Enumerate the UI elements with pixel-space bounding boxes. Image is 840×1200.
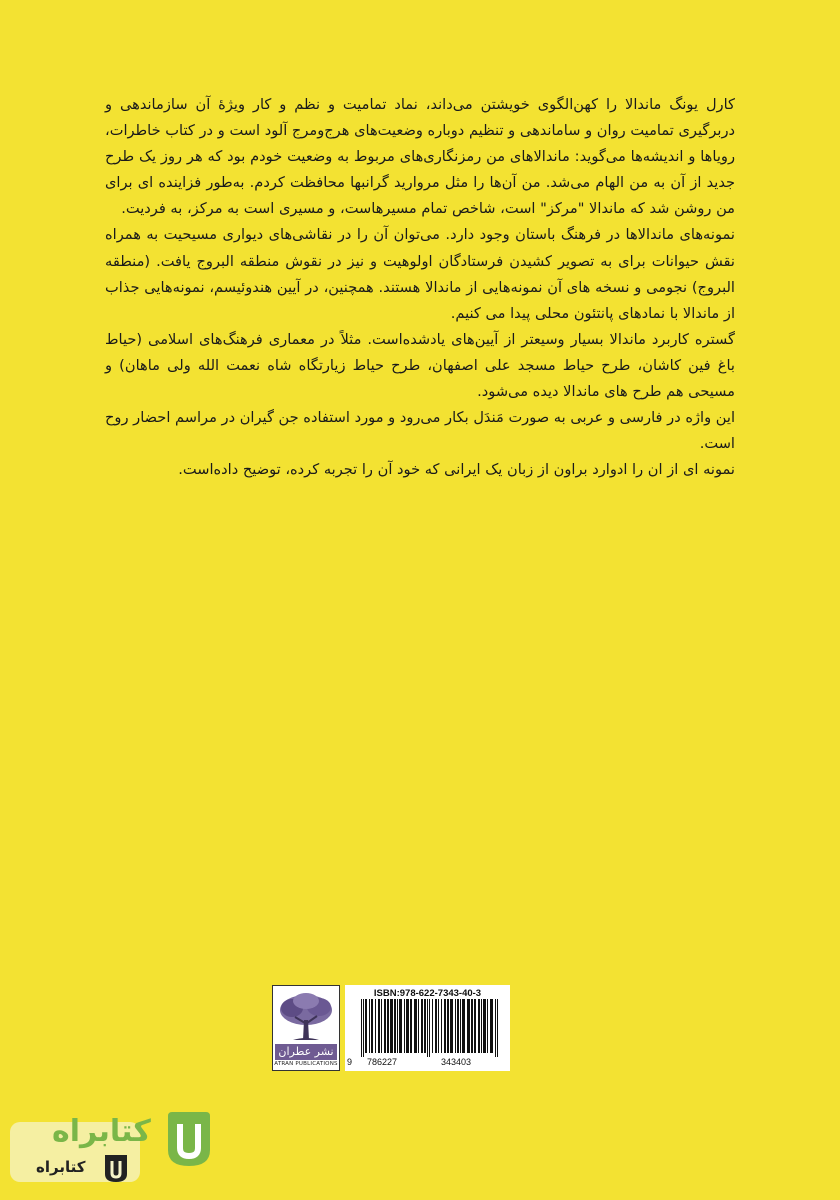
barcode-bar [462, 999, 465, 1053]
paragraph-jung: کارل یونگ ماندالا را کهن‌الگوی خویشتن می‌داند، نماد تمامیت و نظم و کار ویژهٔ آن سازماندهی و دربرگیری تمامیت روان و ساماندهی و تنظیم دوباره وضعیت‌های هرج‌ومرج آلود است و در کتاب خاطرات، رویاها و اندیشه‌ها می‌گوید: ماندالاهای من رمزنگاری‌های مربوط به وضعیت خودم بود که هر روز یک طرح جدید از آن به من الهام می‌شد. من آن‌ها را مثل مروارید گرانبها محافظت کردم. به‌طور فزاینده ای برای من روشن شد که ماندالا "مرکز" است، شاخص تمام مسیرهاست، و مسیری است به مرکز، به فردیت. [105, 96, 735, 218]
watermark-label-small: کتابراه [36, 1158, 86, 1176]
tree-logo-icon [277, 990, 335, 1046]
barcode-bar [363, 999, 364, 1057]
barcode-bar [369, 999, 370, 1053]
barcode-bar [414, 999, 417, 1053]
paragraph-browne: نمونه ای از ان را ادوارد براون از زبان یک ایرانی که خود آن را تجربه کرده، توضیح داده‌است. [178, 461, 735, 479]
barcode-bar [471, 999, 473, 1053]
barcode-bar [378, 999, 380, 1053]
publisher-name: نشر عطران [275, 1044, 337, 1060]
barcode-bar [421, 999, 423, 1053]
back-cover-text [105, 92, 735, 483]
barcode-bar [457, 999, 459, 1053]
isbn-barcode [345, 985, 510, 1071]
barcode-bar [441, 999, 442, 1053]
barcode-bar [474, 999, 476, 1053]
barcode-bar [371, 999, 373, 1053]
barcode-bar [435, 999, 437, 1053]
barcode-bar [410, 999, 412, 1053]
barcode-bar [406, 999, 409, 1053]
barcode-bar [481, 999, 482, 1053]
bookmark-logo-icon [162, 1110, 214, 1168]
publisher-logo [272, 985, 340, 1071]
barcode-bar [460, 999, 461, 1053]
barcode-bar [495, 999, 496, 1057]
barcode-bar [394, 999, 396, 1053]
paragraph-mandal-word: این واژه در فارسی و عربی به صورت مَندَل بکار می‌رود و مورد استفاده جن گیران در مراسم احضار روح است. [105, 409, 735, 453]
barcode-bar [384, 999, 386, 1053]
paragraph-architecture: گستره کاربرد ماندالا بسیار وسیعتر از آیین‌های یادشده‌است. مثلاً در معماری فرهنگ‌های اسلامی (حیاط باغ فین کاشان، طرح حیاط مسجد علی اصفهان، طرح حیاط زیارتگاه شاه نعمت الله ولی ماهان) و مسیحی هم طرح های ماندالا دیده می‌شود. [105, 330, 735, 401]
barcode-prefix-digit: 9 [347, 1057, 353, 1067]
barcode-bar [447, 999, 449, 1053]
barcode-bar [390, 999, 393, 1053]
bookmark-logo-small-icon [102, 1152, 130, 1184]
barcode-bar [381, 999, 382, 1053]
isbn-label: ISBN:978-622-7343-40-3 [373, 988, 482, 999]
kitabrah-watermark [10, 1110, 215, 1190]
barcode-bar [490, 999, 493, 1053]
barcode-bar [375, 999, 376, 1053]
barcode-bar [427, 999, 428, 1057]
barcode-bar [487, 999, 488, 1053]
barcode-bars [353, 999, 505, 1057]
barcode-bar [444, 999, 446, 1053]
barcode-bar [397, 999, 398, 1053]
paragraph-ancient-cultures: نمونه‌های ماندالاها در فرهنگ باستان وجود دارد. می‌توان آن را در نقاشی‌های دیواری مسیحیت به همراه نقش حیوانات برای به تصویر کشیدن فرستادگان اولوهیت و نیز در نقوش منطقه البروج یافت. (منطقه البروج) نجومی و نسخه های آن نمونه‌هایی از ماندالا هستند. همچنین، در آیین هندوئیسم، نمونه‌هایی جذاب از ماندالا با نمادهای پانتئون محلی پیدا می کنیم. [105, 226, 735, 322]
barcode-bar [467, 999, 470, 1053]
barcode-digits-left: 786227 [367, 1057, 398, 1067]
barcode-bar [432, 999, 433, 1053]
barcode-bar [450, 999, 453, 1053]
barcode-bar [387, 999, 389, 1053]
barcode-bar [478, 999, 480, 1053]
barcode-bar [361, 999, 362, 1057]
watermark-label-large: کتابراه [52, 1114, 151, 1149]
publisher-name-latin: ATRAN PUBLICATIONS [274, 1061, 338, 1067]
barcode-bar [483, 999, 486, 1053]
barcode-bar [438, 999, 439, 1053]
barcode-bar [424, 999, 426, 1053]
barcode-bar [404, 999, 405, 1053]
barcode-digits-right: 343403 [441, 1057, 472, 1067]
barcode-bar [497, 999, 498, 1057]
barcode-bar [365, 999, 367, 1053]
barcode-bar [429, 999, 430, 1057]
barcode-bar [418, 999, 419, 1053]
barcode-bar [455, 999, 456, 1053]
barcode-bar [399, 999, 402, 1053]
